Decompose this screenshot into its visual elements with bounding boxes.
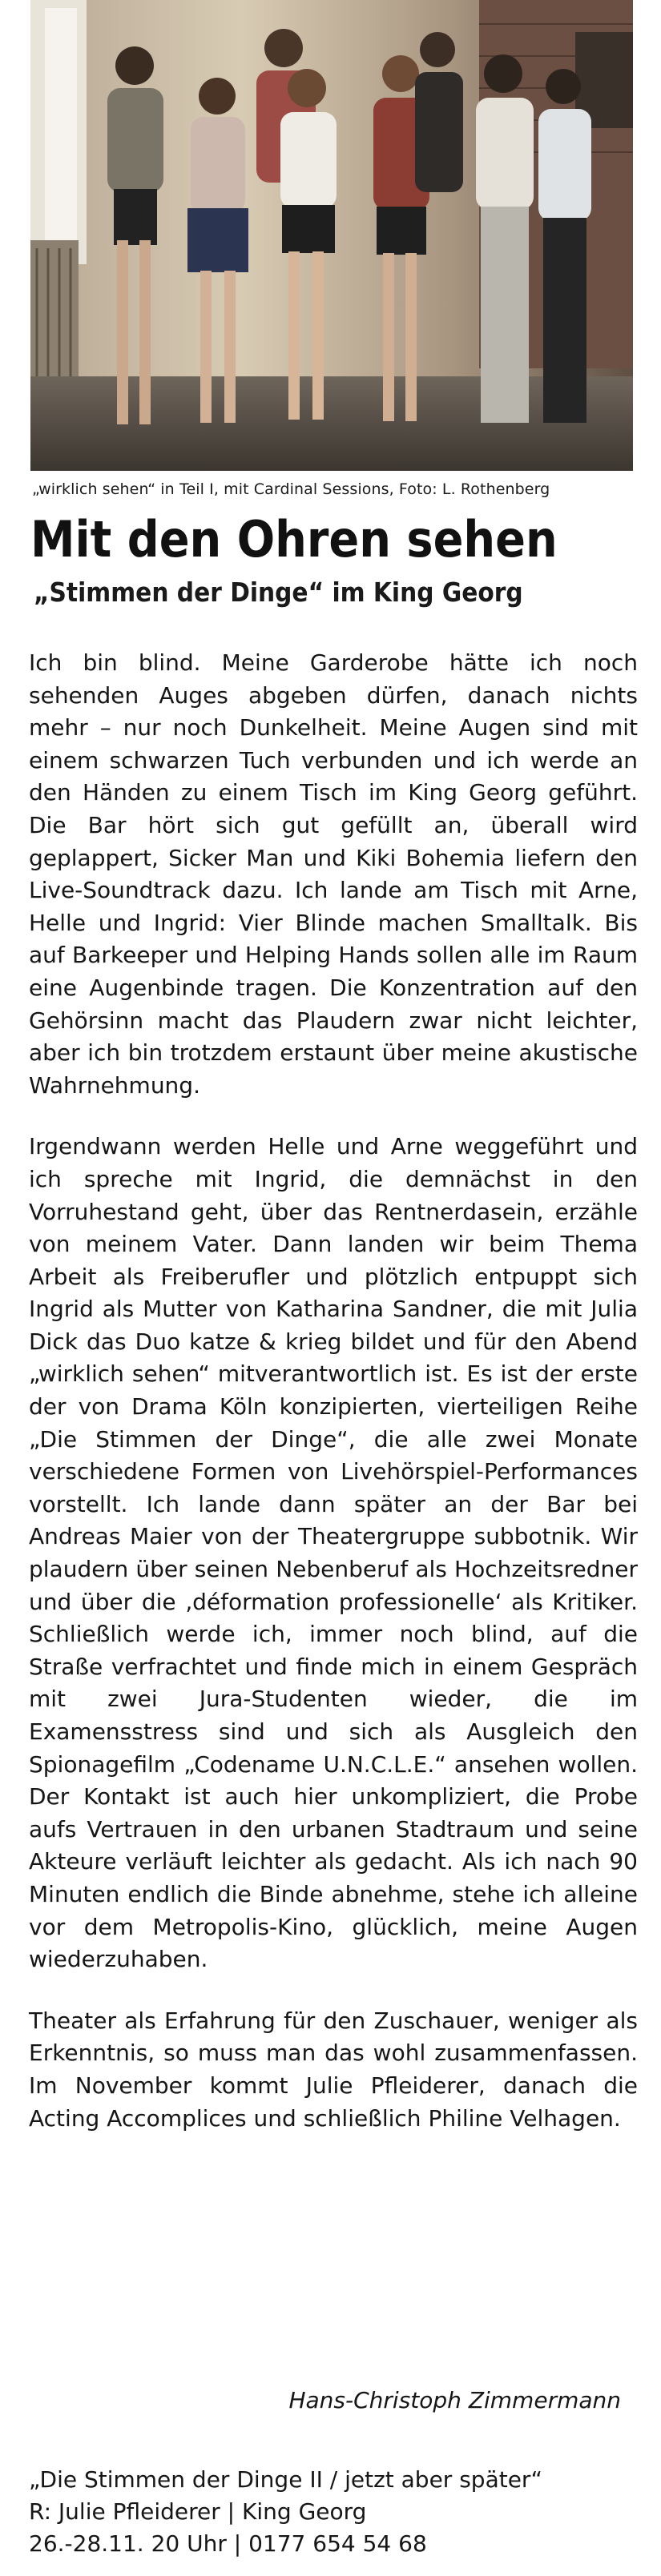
article-subheadline: „Stimmen der Dinge“ im King Georg — [34, 577, 523, 608]
event-title: „Die Stimmen der Dinge II / jetzt aber später“ — [29, 2466, 542, 2493]
article-author: Hans-Christoph Zimmermann — [288, 2387, 621, 2413]
article-body — [29, 647, 638, 2135]
article-headline: Mit den Ohren sehen — [30, 510, 558, 569]
event-info-box — [29, 2464, 542, 2560]
article-paragraph: Ich bin blind. Meine Garderobe hätte ich noch sehenden Auges abgeben dürfen, danach nichts mehr – nur noch Dunkelheit. Meine Augen sind mit einem schwarzen Tuch verbunden und ich werde an den Händen zu einem Tisch im King Georg geführt. Die Bar hört sich gut gefüllt an, überall wird geplappert, Sicker Man und Kiki Bohemia liefern den Live-Soundtrack dazu. Ich lande am Tisch mit Arne, Helle und Ingrid: Vier Blinde machen Smalltalk. Bis auf Barkeeper und Helping Hands sollen alle im Raum eine Augenbinde tragen. Die Konzentration auf den Gehörsinn macht das Plaudern zwar nicht leichter, aber ich bin trotzdem erstaunt über meine akustische Wahrnehmung. — [29, 649, 638, 1099]
article-paragraph: Theater als Erfahrung für den Zuschauer, weniger als Erkenntnis, so muss man das wohl zusammenfassen. Im November kommt Julie Pfleiderer, danach die Acting Accomplices und schließlich Philine Velhagen. — [29, 2007, 638, 2132]
photo-caption: „wirklich sehen“ in Teil I, mit Cardinal Sessions, Foto: L. Rothenberg — [32, 480, 550, 498]
event-credits: R: Julie Pfleiderer | King Georg — [29, 2498, 367, 2525]
group-photo-image — [30, 0, 633, 471]
article-paragraph: Irgendwann werden Helle und Arne weggeführt und ich spreche mit Ingrid, die demnächst in den Vorruhestand geht, über das Rentnerdasein, erzähle von meinem Vater. Dann landen wir beim Thema Arbeit als Freiberufler und plötzlich entpuppt sich Ingrid als Mutter von Katharina Sandner, die mit Julia Dick das Duo katze & krieg bildet und für den Abend „wirklich sehen“ mitverantwortlich ist. Es ist der erste der von Drama Köln konzipierten, vierteiligen Reihe „Die Stimmen der Dinge“, die alle zwei Monate verschiedene Formen von Livehörspiel-Performances vorstellt. Ich lande dann später an der Bar bei Andreas Maier von der Theatergruppe subbotnik. Wir plaudern über seinen Nebenberuf als Hochzeitsredner und über die ‚déformation professionelle‘ als Kritiker. Schließlich werde ich, immer noch blind, auf die Straße verfrachtet und finde mich in einem Gespräch mit zwei Jura-Studenten wieder, die im Examensstress sind und sich als Ausgleich den Spionagefilm „Codename U.N.C.L.E.“ ansehen wollen. Der Kontakt ist auch hier unkompliziert, die Probe aufs Vertrauen in den urbanen Stadtraum und seine Akteure verläuft leichter als gedacht. Als ich nach 90 Minuten endlich die Binde abnehme, stehe ich alleine vor dem Metropolis-Kino, glücklich, meine Augen wiederzuhaben. — [29, 1133, 638, 1973]
event-dates: 26.-28.11. 20 Uhr | 0177 654 54 68 — [29, 2530, 427, 2557]
